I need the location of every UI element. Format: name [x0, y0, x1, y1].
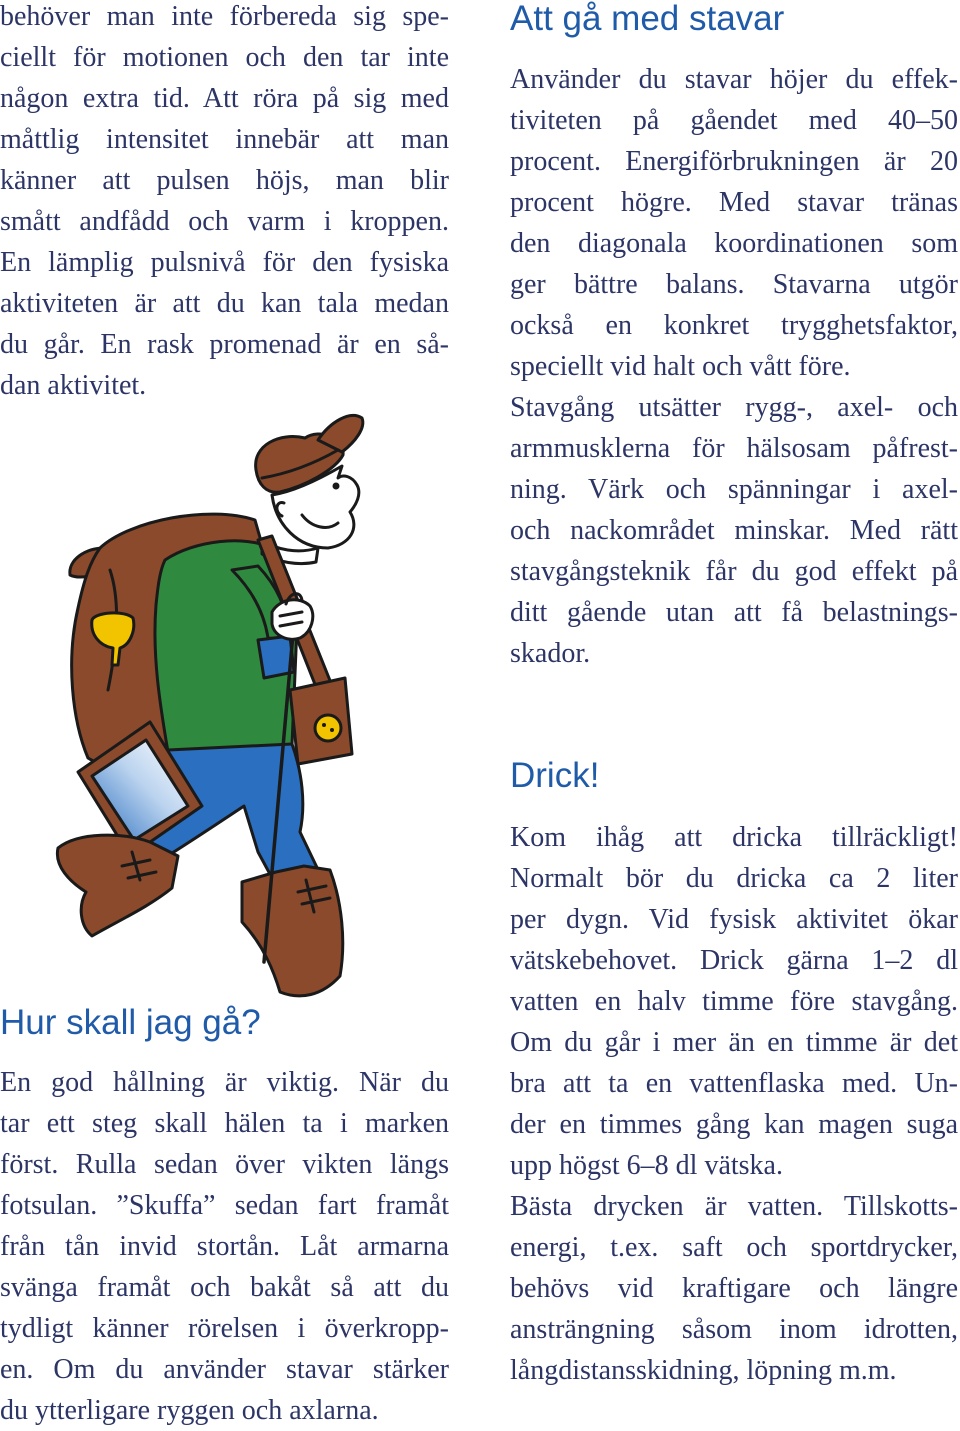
text-line: procent högre. Med stavar tränas	[510, 187, 958, 218]
text-line: vatten en halv timme före stavgång.	[510, 986, 958, 1017]
text-line: behöver man inte förbereda sig spe-	[0, 1, 449, 32]
text-line: Använder du stavar höjer du effek-	[510, 64, 958, 95]
text-line: du ytterligare ryggen och axlarna.	[0, 1395, 379, 1426]
text-line: der en timmes gång kan magen suga	[510, 1109, 958, 1140]
text-line: Normalt bör du dricka ca 2 liter	[510, 863, 958, 894]
text-line: Stavgång utsätter rygg-, axel- och	[510, 392, 958, 423]
text-line: stavgångsteknik får du god effekt på	[510, 556, 958, 587]
left-boot	[57, 835, 178, 936]
text-line: svänga framåt och bakåt så att du	[0, 1272, 449, 1303]
text-line: tiviteten på gåendet med 40–50	[510, 105, 958, 136]
text-line: och nackområdet minskar. Med rätt	[510, 515, 958, 546]
text-line: känner att pulsen höjs, man blir	[0, 165, 449, 196]
text-line: den diagonala koordinationen som	[510, 228, 958, 259]
text-line: också en konkret trygghetsfaktor,	[510, 310, 958, 341]
text-line: energi, t.ex. saft och sportdrycker,	[510, 1232, 958, 1263]
right-boot	[242, 866, 343, 996]
text-line: ger bättre balans. Stavarna utgör	[510, 269, 958, 300]
text-line: någon extra tid. Att röra på sig med	[0, 83, 449, 114]
text-line: Om du går i mer än en timme är det	[510, 1027, 958, 1058]
text-line: ditt gående utan att få belastnings-	[510, 597, 958, 628]
text-line: från tån invid stortån. Låt armarna	[0, 1231, 449, 1262]
text-line: armmusklerna för hälsosam påfrest-	[510, 433, 958, 464]
drink-paragraphs	[510, 817, 958, 1391]
how-to-walk-paragraph	[0, 1062, 449, 1431]
text-line: procent. Energiförbrukningen är 20	[510, 146, 958, 177]
text-line: smått andfådd och varm i kroppen.	[0, 206, 449, 237]
text-line: du går. En rask promenad är en så-	[0, 329, 449, 360]
text-line: Kom ihåg att dricka tillräckligt!	[510, 822, 958, 853]
text-line: aktiviteten är att du kan tala medan	[0, 288, 449, 319]
shoulder-bag	[290, 678, 352, 764]
text-line: En god hållning är viktig. När du	[0, 1067, 449, 1098]
text-line: ciellt för motionen och den tar inte	[0, 42, 449, 73]
text-line: först. Rulla sedan över vikten längs	[0, 1149, 449, 1180]
text-line: vätskebehovet. Drick gärna 1–2 dl	[510, 945, 958, 976]
text-line: fotsulan. ”Skuffa” sedan fart framåt	[0, 1190, 449, 1221]
text-line: speciellt vid halt och vått före.	[510, 351, 851, 382]
text-line: en. Om du använder stavar stärker	[0, 1354, 449, 1385]
intro-paragraph	[0, 0, 449, 406]
text-line: Bästa drycken är vatten. Tillskotts-	[510, 1191, 958, 1222]
text-line: långdistansskidning, löpning m.m.	[510, 1355, 897, 1386]
text-line: ning. Värk och spänningar i axel-	[510, 474, 958, 505]
text-line: dan aktivitet.	[0, 370, 147, 401]
hiker-illustration	[40, 400, 380, 1010]
text-line: tydligt känner rörelsen i överkropp-	[0, 1313, 449, 1344]
text-line: skador.	[510, 638, 591, 669]
section-heading-poles: Att gå med stavar	[510, 0, 785, 38]
text-line: tar ett steg skall hälen ta i marken	[0, 1108, 449, 1139]
text-line: upp högst 6–8 dl vätska.	[510, 1150, 783, 1181]
text-line: måttlig intensitet innebär att man	[0, 124, 449, 155]
text-line: bra att ta en vattenflaska med. Un-	[510, 1068, 958, 1099]
text-line: per dygn. Vid fysisk aktivitet ökar	[510, 904, 958, 935]
section-heading-how-to-walk: Hur skall jag gå?	[0, 1003, 261, 1042]
text-line: ansträngning såsom inom idrotten,	[510, 1314, 958, 1345]
text-line: behövs vid kraftigare och längre	[510, 1273, 958, 1304]
text-line: En lämplig pulsnivå för den fysiska	[0, 247, 449, 278]
poles-paragraphs	[510, 59, 958, 674]
section-heading-drink: Drick!	[510, 756, 600, 795]
